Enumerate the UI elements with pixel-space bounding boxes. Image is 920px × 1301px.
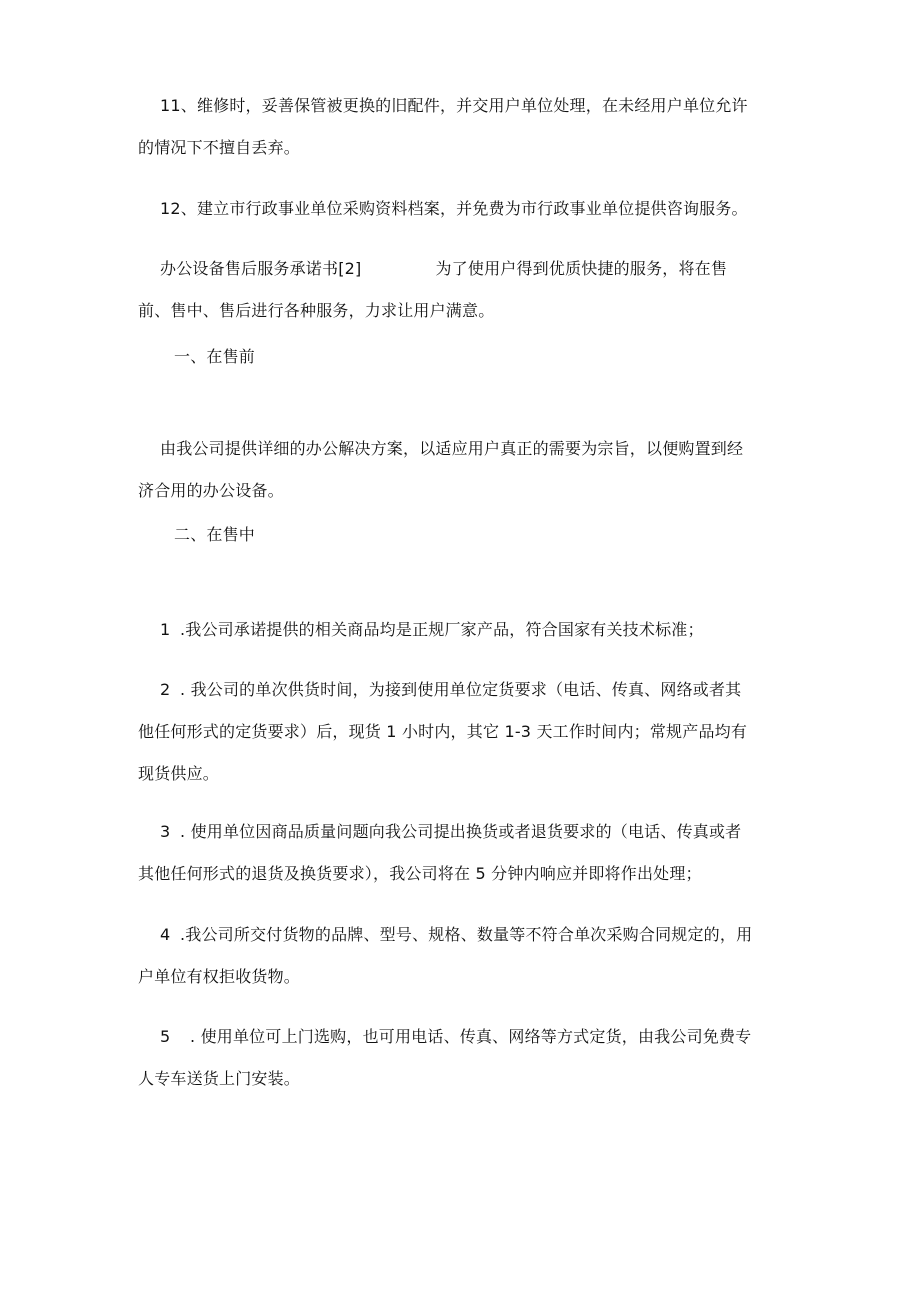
paragraph-12: [138, 188, 788, 230]
list-item-1-line-1: .我公司承诺提供的相关商品均是正规厂家产品，符合国家有关技术标准；: [180, 620, 704, 639]
section-1-line-2: 济合用的办公设备。: [138, 481, 284, 500]
list-item-4-number: 4: [160, 925, 171, 944]
list-item-2-number: 2: [160, 680, 171, 699]
list-item-3-line-2: 其他任何形式的退货及换货要求），我公司将在 5 分钟内响应并即将作出处理；: [138, 864, 702, 883]
list-item-5-line-1: . 使用单位可上门选购，也可用电话、传真、网络等方式定货，由我公司免费专: [190, 1027, 752, 1046]
list-item-4-line-1: .我公司所交付货物的品牌、型号、规格、数量等不符合单次采购合同规定的，用: [180, 925, 753, 944]
intro-paragraph: [138, 248, 788, 332]
paragraph-11-line-2: 的情况下不擅自丢弃。: [138, 138, 301, 157]
document-title: 办公设备售后服务承诺书[2]: [160, 259, 362, 278]
paragraph-12-line-1: 12、建立市行政事业单位采购资料档案，并免费为市行政事业单位提供咨询服务。: [160, 199, 748, 218]
paragraph-11-line-1: 11、维修时，妥善保管被更换的旧配件，并交用户单位处理，在未经用户单位允许: [160, 96, 748, 115]
section-1-heading: 一、在售前: [174, 347, 256, 366]
list-item-5-number: 5: [160, 1027, 171, 1046]
list-item-1: [138, 609, 788, 651]
list-item-3-line-1: . 使用单位因商品质量问题向我公司提出换货或者退货要求的（电话、传真或者: [180, 822, 742, 841]
section-1-paragraph: [138, 428, 788, 512]
intro-line-2: 前、售中、售后进行各种服务，力求让用户满意。: [138, 301, 495, 320]
list-item-2: [138, 669, 788, 795]
list-item-4-line-2: 户单位有权拒收货物。: [138, 967, 301, 986]
intro-line-1: 为了使用户得到优质快捷的服务，将在售: [435, 259, 728, 278]
list-item-1-number: 1: [160, 620, 171, 639]
paragraph-11: [138, 85, 788, 169]
list-item-4: [138, 914, 788, 998]
list-item-5: [138, 1016, 788, 1100]
section-1-line-1: 由我公司提供详细的办公解决方案，以适应用户真正的需要为宗旨，以便购置到经: [160, 439, 744, 458]
list-item-2-line-3: 现货供应。: [138, 764, 220, 783]
list-item-3: [138, 811, 788, 895]
list-item-2-line-1: . 我公司的单次供货时间，为接到使用单位定货要求（电话、传真、网络或者其: [180, 680, 742, 699]
section-2-heading: 二、在售中: [174, 525, 256, 544]
list-item-3-number: 3: [160, 822, 171, 841]
list-item-2-line-2: 他任何形式的定货要求）后，现货 1 小时内，其它 1-3 天工作时间内；常规产品均有: [138, 722, 748, 741]
list-item-5-line-2: 人专车送货上门安装。: [138, 1069, 301, 1088]
